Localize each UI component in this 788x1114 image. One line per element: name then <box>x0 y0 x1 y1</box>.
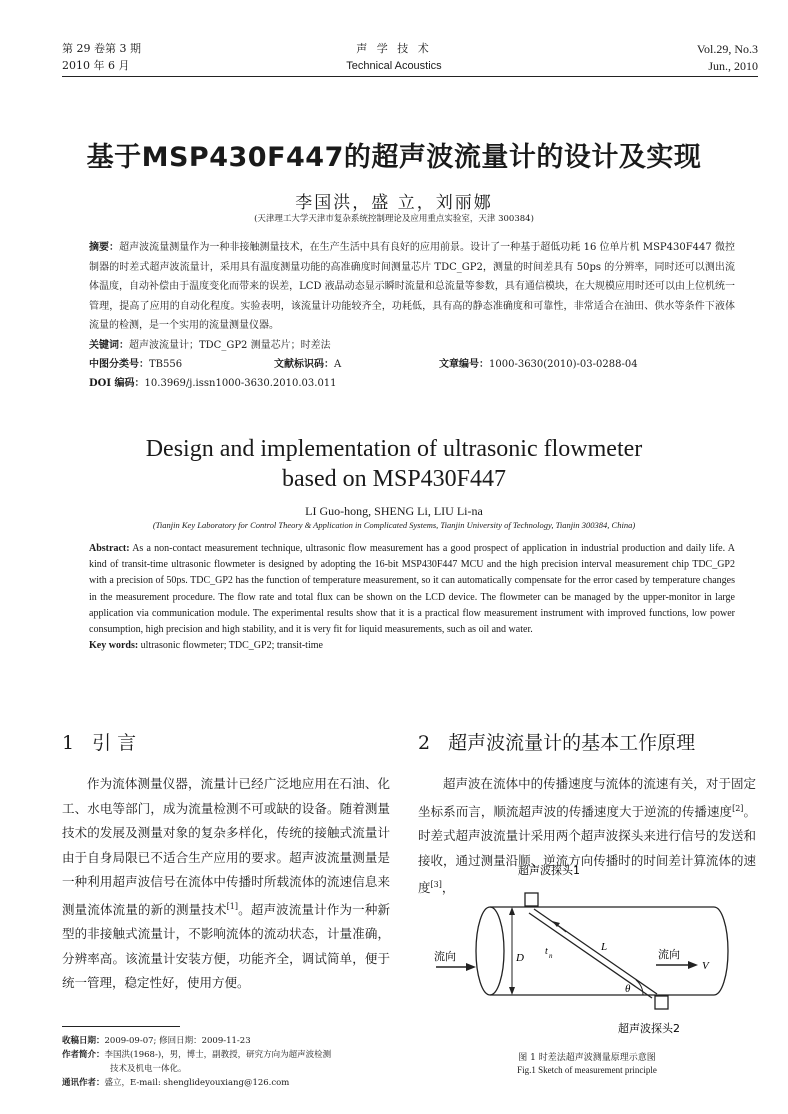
footnote-rule <box>62 1026 180 1027</box>
pipe-right-end <box>714 907 728 995</box>
section1-text2: 。超声波流量计作为一种新型的非接触式流量计，不影响流体的流动状态，计量准确，分辨率高。该流量计安装方便，功能齐全，调试简单，便于统一管理，稳定性好，使用方便。 <box>62 901 390 991</box>
label-V: V <box>702 960 709 972</box>
section1-number: 1 <box>62 732 75 754</box>
label-D: D <box>516 952 524 964</box>
bio-line2: 技术及机电一体化。 <box>110 1064 187 1074</box>
probe-1 <box>525 893 538 906</box>
received-label: 收稿日期： <box>62 1036 105 1046</box>
abstract-en-text: As a non-contact measurement technique, ultrasonic flow measurement has a good prospect of application in industrial production and daily life. A kind of transit-time ultrasonic flowmeter is designed by adopting the 16-bit MSP430F447 MCU and the high precision interval measurement chip TDC_GP2 with a precision of 50ps. TDC_GP2 has the function of temperature measurement, so it can automatically compensate for the error cased by temperature changes in the measurement procedure. The flow rate and total flux can be shown on the LCD device. The flowmeter can be managed by the upper-monitor in large application via communication module. The experimental results show that it is a practical flow measurement instrument with improved functions, low power consumption, high precision and high stability, and it is very fit for liquid measurements, such as oil and water. <box>89 543 735 636</box>
probe2-label: 超声波探头2 <box>618 1022 680 1035</box>
classification-row <box>89 355 735 374</box>
abstract-en-label: Abstract: <box>89 543 130 554</box>
received-text: 2009-09-07; 修回日期：2009-11-23 <box>104 1036 251 1046</box>
journal-date: 2010 年 6 月 <box>62 59 130 72</box>
section1-heading <box>62 728 136 755</box>
article-no-label: 文章编号： <box>439 358 489 370</box>
keywords-cn-text: 超声波流量计；TDC_GP2 测量芯片；时差法 <box>129 339 331 351</box>
article-no-value: 1000-3630(2010)-03-0288-04 <box>489 358 638 370</box>
affiliation-cn: (天津理工大学天津市复杂系统控制理论及应用重点实验室，天津 300384) <box>254 214 534 224</box>
doi-row <box>89 374 735 393</box>
keywords-cn <box>89 336 735 355</box>
section2-number: 2 <box>418 732 431 754</box>
diameter-arrow-top <box>509 907 515 915</box>
probe1-label: 超声波探头1 <box>518 864 580 877</box>
keywords-en <box>89 638 735 654</box>
page-title-cn: 基于MSP430F447的超声波流量计的设计及实现 <box>86 142 702 173</box>
doc-code-label: 文献标识码： <box>274 358 334 370</box>
doc-code-value: A <box>334 358 342 370</box>
header-rule <box>62 76 758 77</box>
corr-text: 盛立，E-mail: shenglideyouxiang@126.com <box>104 1078 290 1088</box>
title-en-line2: based on MSP430F447 <box>281 466 507 492</box>
doi-value: 10.3969/j.issn1000-3630.2010.03.011 <box>144 377 337 389</box>
section1-title: 引 言 <box>92 732 137 754</box>
ref-3: [3] <box>430 880 442 890</box>
flow-arrow-right-head <box>688 961 698 969</box>
figure-caption-en: Fig.1 Sketch of measurement principle <box>517 1065 657 1075</box>
journal-date-en: Jun., 2010 <box>708 59 758 73</box>
section1-body <box>62 772 390 996</box>
journal-name-cn: 声 学 技 术 <box>356 42 432 55</box>
journal-vol-en: Vol.29, No.3 <box>696 42 758 56</box>
section2-heading <box>418 728 695 755</box>
bio-line1: 李国洪(1968-)，男，博士，副教授，研究方向为超声波检测 <box>104 1050 332 1060</box>
flow-arrow-left-head <box>466 963 476 971</box>
section2-text3: ， <box>441 880 455 896</box>
corr-label: 通讯作者： <box>62 1078 105 1088</box>
page-title-en <box>0 434 788 494</box>
ref-2: [2] <box>732 803 744 813</box>
journal-volume: 第 29 卷第 3 期 <box>62 42 141 55</box>
journal-name-en: Technical Acoustics <box>346 60 442 72</box>
keywords-cn-label: 关键词： <box>89 339 129 351</box>
probe-2 <box>655 996 668 1009</box>
diameter-arrow-bottom <box>509 987 515 995</box>
keywords-en-label: Key words: <box>89 640 139 652</box>
clc-label: 中图分类号： <box>89 358 149 370</box>
figure-caption-cn: 图 1 时差法超声波测量原理示意图 <box>518 1053 656 1063</box>
footnotes <box>62 1034 402 1090</box>
figure-1 <box>418 860 748 1070</box>
doi-label: DOI 编码： <box>89 377 145 389</box>
author-bio <box>62 1048 402 1062</box>
authors-cn: 李国洪，盛 立，刘丽娜 <box>295 193 493 213</box>
title-en-line1: Design and implementation of ultrasonic flowmeter <box>145 436 643 462</box>
label-t-subscript: n <box>549 952 553 960</box>
flow-label-right: 流向 <box>658 948 680 961</box>
label-L: L <box>601 941 608 953</box>
abstract-cn-label: 摘要： <box>89 242 120 253</box>
keywords-en-text: ultrasonic flowmeter; TDC_GP2; transit-time <box>138 640 323 652</box>
label-t: t <box>545 946 548 957</box>
bio-label: 作者简介： <box>62 1050 105 1060</box>
section1-text: 作为流体测量仪器，流量计已经广泛地应用在石油、化工、水电等部门，成为流量检测不可或缺的设备。随着测量技术的发展及测量对象的复杂多样化，传统的接触式流量计由于自身局限已不适合生产应用的要求。超声波流量测量是一种利用超声波信号在流体中传播时所载流体的流速信息来测量流体流量的新的测量技术 <box>62 776 390 917</box>
affiliation-en: (Tianjin Key Laboratory for Control Theory & Application in Complicated Systems, Tianjin University of Technology, Tianjin 300384, China) <box>152 520 636 530</box>
flow-label-left: 流向 <box>434 950 456 963</box>
section2-text: 超声波在流体中的传播速度与流体的流速有关，对于固定坐标系而言，顺流超声波的传播速度大于逆流的传播速度 <box>418 776 756 819</box>
section2-text2: 。时差式超声波流量计采用两个超声波探头来进行信号的发送和接收，通过测量沿顺、逆流方向传播时的时间差计算流体的速度 <box>418 803 756 896</box>
label-theta: θ <box>625 983 631 995</box>
section2-title: 超声波流量计的基本工作原理 <box>448 732 696 754</box>
received-date <box>62 1034 402 1048</box>
clc-value: TB556 <box>149 358 183 370</box>
ref-1: [1] <box>226 901 238 911</box>
abstract-cn <box>89 238 735 393</box>
authors-en: LI Guo-hong, SHENG Li, LIU Li-na <box>305 504 483 518</box>
corresponding-author <box>62 1076 402 1090</box>
abstract-en <box>89 541 735 654</box>
abstract-cn-text: 超声波流量测量作为一种非接触测量技术，在生产生活中具有良好的应用前景。设计了一种基于超低功耗 16 位单片机 MSP430F447 微控制器的时差式超声波流量计，采用具有温度测量功能的高准确度时间测量芯片 TDC_GP2，测量的时间差具有 50ps 的分辨率，同时还可以测出流体温度，自动补偿由于温度变化而带来的误差，LCD 液晶动态显示瞬时流量和总流量等参数，具有通信模块，在大规模应用时还可以由上位机统一管理，提高了应用的自动化程度。实验表明，该流量计功能较齐全，功耗低，具有高的静态准确度和可靠性，非常适合在油田、供水等条件下液体流量的检测，是一个实用的流量测量仪器。 <box>89 242 736 331</box>
pipe-left-end <box>476 907 504 995</box>
